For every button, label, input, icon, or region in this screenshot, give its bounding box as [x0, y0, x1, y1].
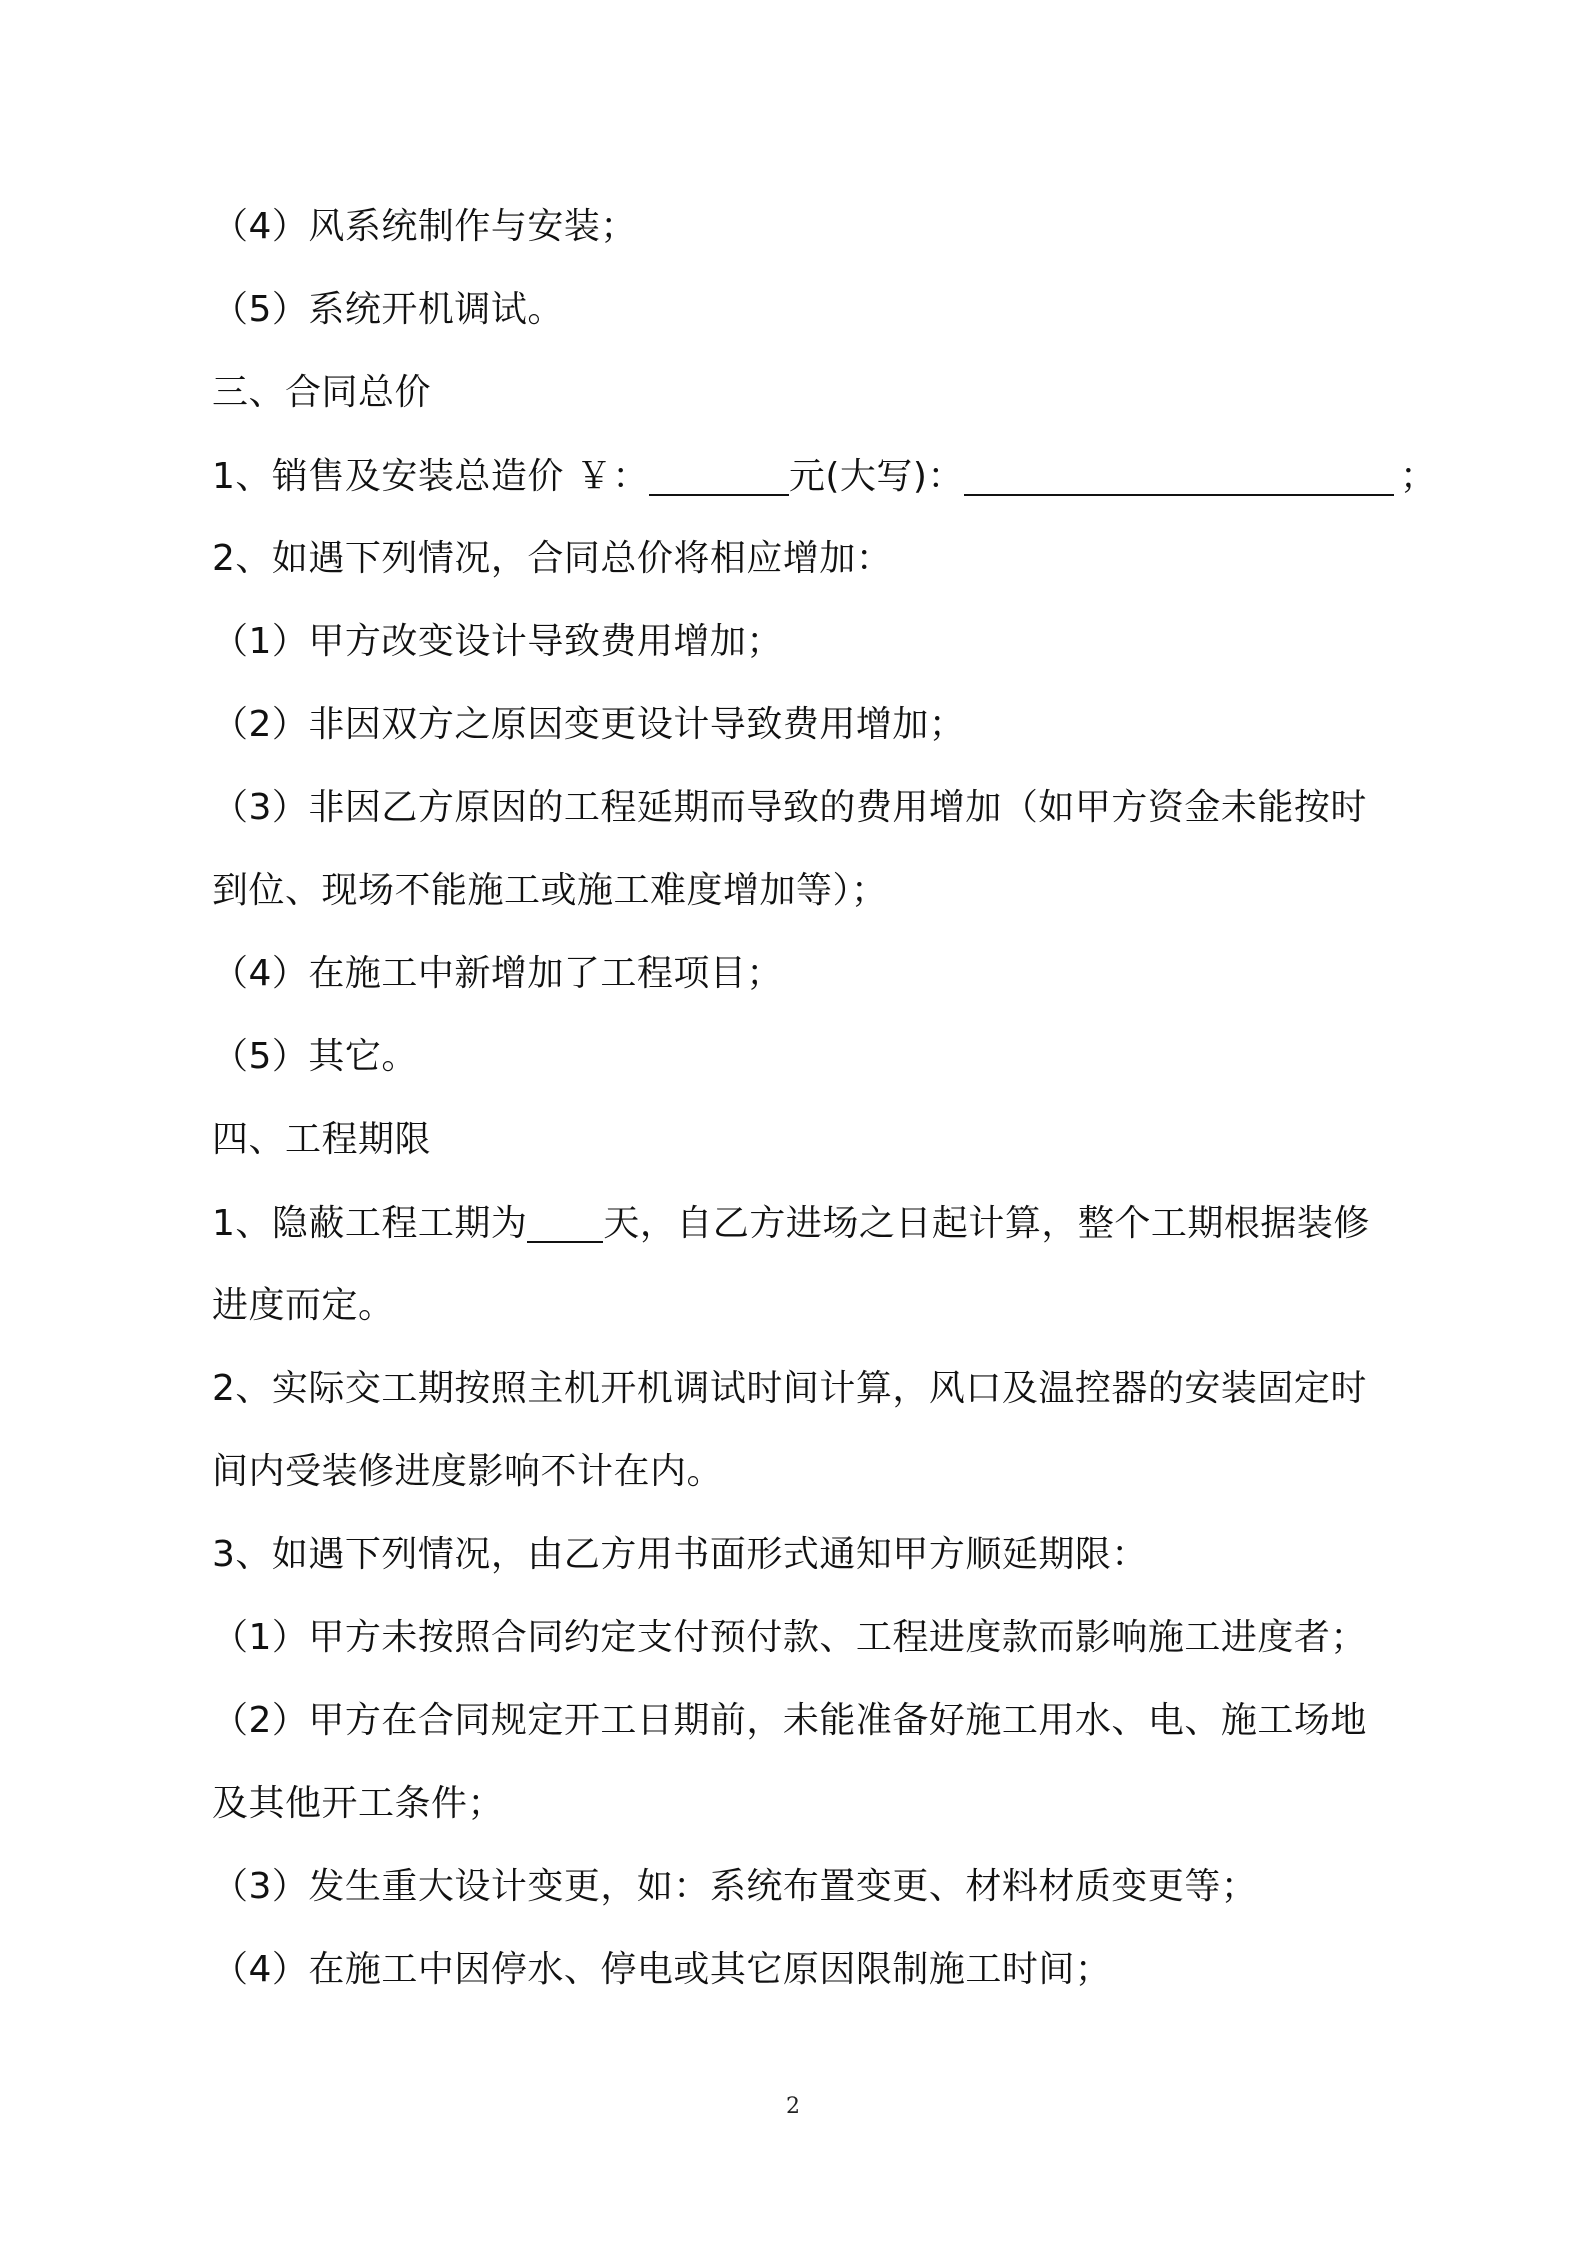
concealed-work-period-line	[212, 1201, 1412, 1245]
capital-amount-blank	[964, 454, 1394, 496]
handover-period-clause: 2、实际交工期按照主机开机调试时间计算，风口及温控器的安装固定时	[212, 1368, 1367, 1409]
handover-period-continued: 间内受装修进度影响不计在内。	[212, 1451, 724, 1492]
price-increase-clause: 2、如遇下列情况，合同总价将相应增加：	[212, 538, 893, 579]
list-item-delay-cost: （3）非因乙方原因的工程延期而导致的费用增加（如甲方资金未能按时	[212, 787, 1367, 828]
list-item-utility-outage: （4）在施工中因停水、停电或其它原因限制施工时间；	[212, 1949, 1112, 1990]
concealed-work-period-continued: 进度而定。	[212, 1285, 395, 1326]
concealed-work-label: 1、隐蔽工程工期为	[212, 1203, 528, 1244]
list-item-payment-delay: （1）甲方未按照合同约定支付预付款、工程进度款而影响施工进度者；	[212, 1617, 1367, 1658]
page-number: 2	[786, 2094, 800, 2119]
days-blank	[527, 1201, 603, 1243]
price-amount-blank	[649, 454, 789, 496]
list-item-site-not-ready-continued: 及其他开工条件；	[212, 1783, 505, 1824]
section-heading-contract-price: 三、合同总价	[212, 372, 432, 413]
capital-amount-label: 元(大写)：	[788, 456, 964, 497]
line-end-semicolon: ；	[1399, 456, 1437, 497]
list-item-delay-cost-continued: 到位、现场不能施工或施工难度增加等）；	[212, 870, 888, 911]
concealed-work-text: 天，自乙方进场之日起计算，整个工期根据装修	[603, 1203, 1370, 1244]
total-price-line	[212, 454, 1437, 498]
list-item-site-not-ready: （2）甲方在合同规定开工日期前，未能准备好施工用水、电、施工场地	[212, 1700, 1367, 1741]
section-heading-project-period: 四、工程期限	[212, 1119, 432, 1160]
total-price-label: 1、销售及安装总造价 ￥：	[212, 456, 649, 497]
list-item-new-items: （4）在施工中新增加了工程项目；	[212, 953, 783, 994]
list-item-other: （5）其它。	[212, 1036, 418, 1077]
list-item-major-design-change: （3）发生重大设计变更，如：系统布置变更、材料材质变更等；	[212, 1866, 1258, 1907]
list-item-design-change: （1）甲方改变设计导致费用增加；	[212, 621, 783, 662]
list-item-non-party-change: （2）非因双方之原因变更设计导致费用增加；	[212, 704, 966, 745]
list-item-air-system: （4）风系统制作与安装；	[212, 206, 637, 247]
list-item-commissioning: （5）系统开机调试。	[212, 289, 564, 330]
extension-clause: 3、如遇下列情况，由乙方用书面形式通知甲方顺延期限：	[212, 1534, 1148, 1575]
